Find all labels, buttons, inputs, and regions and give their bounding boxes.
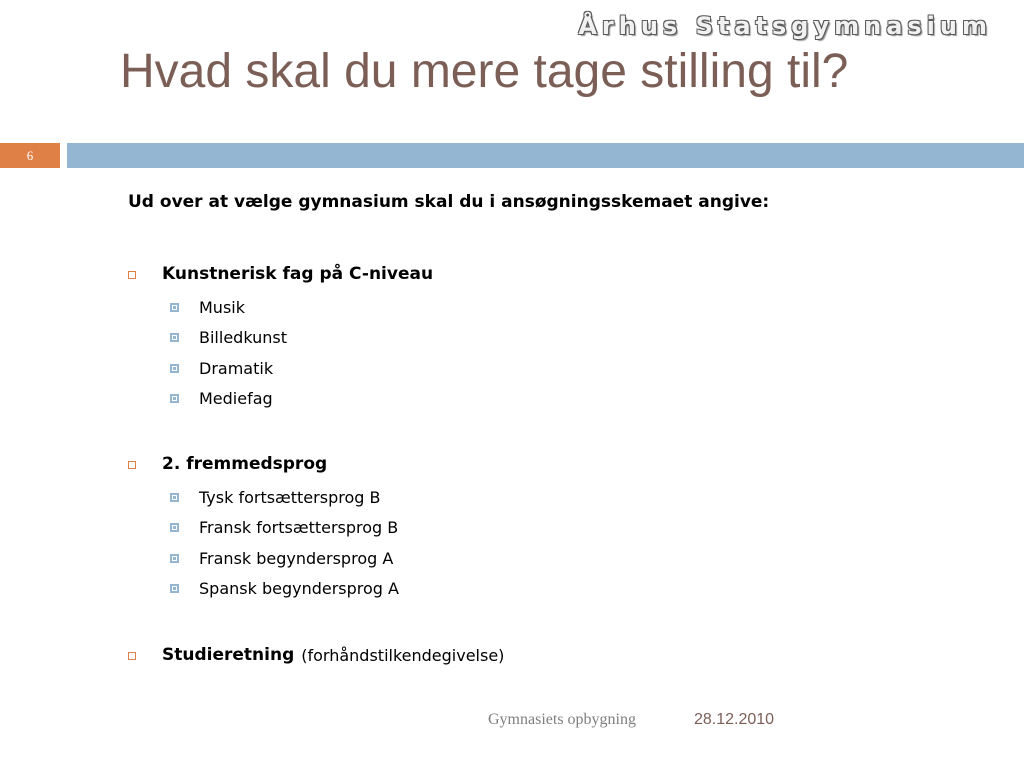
list-item (170, 574, 399, 605)
square-bullet-icon (170, 303, 179, 312)
list-item (170, 482, 399, 513)
intro-text: Ud over at vælge gymnasium skal du i ansøgningsskemaet angive: (128, 192, 770, 212)
section-label: 2. fremmedsprog (162, 454, 328, 474)
square-bullet-icon (170, 394, 179, 403)
square-bullet-icon (170, 523, 179, 532)
list-item-label: Fransk begyndersprog A (199, 548, 394, 568)
list-item (170, 292, 433, 323)
slide-number-badge: 6 (0, 143, 60, 168)
list-item-label: Musik (199, 297, 245, 317)
list-item-label: Tysk fortsættersprog B (199, 487, 381, 507)
list-item (170, 353, 433, 384)
square-bullet-icon (128, 652, 136, 660)
list-item-label: Billedkunst (199, 328, 287, 348)
school-name-logo: Århus Statsgymnasium (578, 12, 992, 40)
square-bullet-icon (128, 271, 136, 279)
list-item-label: Mediefag (199, 389, 273, 409)
list-item (170, 323, 433, 354)
square-bullet-icon (170, 584, 179, 593)
section-foreign-language (128, 452, 399, 604)
list-item-label: Spansk begyndersprog A (199, 579, 399, 599)
section-label: Kunstnerisk fag på C-niveau (162, 264, 434, 284)
square-bullet-icon (170, 554, 179, 563)
section-art-subject (128, 262, 433, 414)
list-item (170, 513, 399, 544)
section-label: Studieretning (162, 645, 295, 665)
section-note: (forhåndstilkendegivelse) (301, 645, 505, 665)
list-item-label: Fransk fortsættersprog B (199, 518, 399, 538)
footer-date: 28.12.2010 (694, 711, 775, 728)
list-item (170, 543, 399, 574)
square-bullet-icon (170, 364, 179, 373)
section-study-direction (128, 643, 504, 667)
footer-text: Gymnasiets opbygning (488, 711, 636, 728)
list-item (170, 384, 433, 415)
list-item-label: Dramatik (199, 358, 274, 378)
header-band (67, 143, 1024, 168)
square-bullet-icon (170, 333, 179, 342)
square-bullet-icon (170, 493, 179, 502)
slide-title: Hvad skal du mere tage stilling til? (120, 45, 849, 98)
square-bullet-icon (128, 461, 136, 469)
